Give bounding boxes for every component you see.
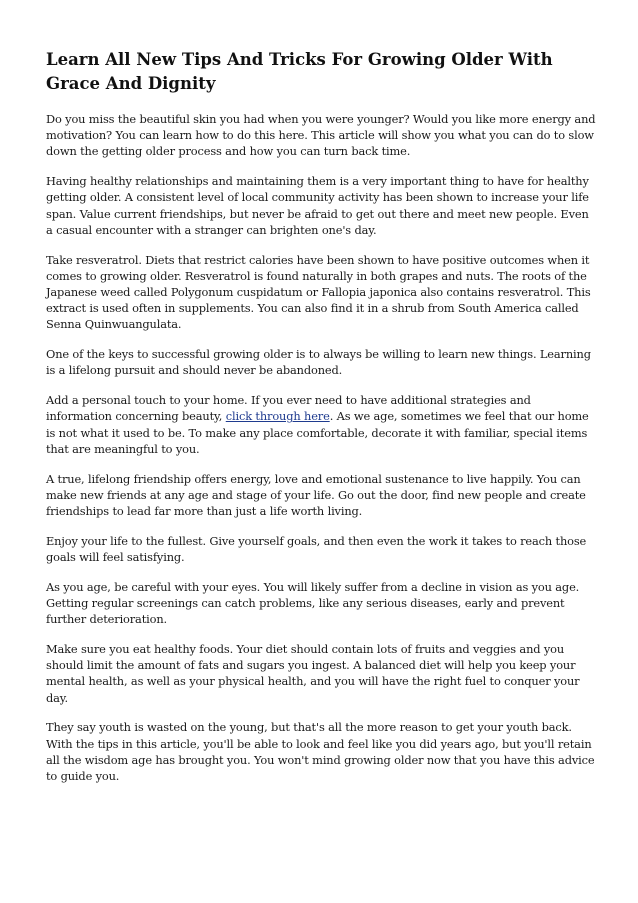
- paragraph-enjoy-life: Enjoy your life to the fullest. Give yourself goals, and then even the work it takes to reach those goals will feel satisfying.: [46, 533, 587, 565]
- paragraph-learning: One of the keys to successful growing older is to always be willing to learn new things. Learning is a lifelong pursuit and should never be abandoned.: [46, 347, 591, 378]
- paragraph-friendship: A true, lifelong friendship offers energy, love and emotional sustenance to live happily. You can make new friends at any age and stage of your life. Go out the door, find new people and create friendships to lead far more than just a life worth living.: [46, 471, 586, 519]
- paragraph-home-before: Add a personal touch to your home. If you ever need to have additional strategies and information concerning beauty,: [46, 393, 531, 424]
- paragraph-healthy-foods: Make sure you eat healthy foods. Your diet should contain lots of fruits and veggies and you should limit the amount of fats and sugars you ingest. A balanced diet will help you keep your mental health, as well as your physical health, and you will have the right fuel to conquer your day.: [46, 642, 580, 705]
- paragraph-eyes: As you age, be careful with your eyes. You will likely suffer from a decline in vision as you age. Getting regular screenings can catch problems, like any serious diseases, early and prevent further deterioration.: [46, 579, 580, 627]
- paragraph-intro: Do you miss the beautiful skin you had when you were younger? Would you like more energy and motivation? You can learn how to do this here. This article will show you what you can do to slow down the getting older process and how you can turn back time.: [46, 112, 596, 159]
- paragraph-relationships: Having healthy relationships and maintaining them is a very important thing to have for healthy getting older. A consistent level of local community activity has been shown to increase your life span. Value current friendships, but never be afraid to get out there and meet new people. Even a casual encounter with a stranger can brighten one's day.: [46, 174, 589, 237]
- click-through-link[interactable]: click through here: [225, 409, 330, 424]
- paragraph-home-after: . As we age, sometimes we feel that our home is not what it used to be. To make any place comfortable, decorate it with familiar, special items that are meaningful to you.: [46, 409, 589, 456]
- paragraph-resveratrol: Take resveratrol. Diets that restrict calories have been shown to have positive outcomes when it comes to growing older. Resveratrol is found naturally in both grapes and nuts. The roots of the Japanese weed called Polygonum cuspidatum or Fallopia japonica also contains resveratrol. This extract is used often in supplements. You can also find it in a shrub from South America called Senna Quinwuangulata.: [46, 252, 591, 332]
- document-page: [46, 48, 598, 798]
- paragraph-conclusion: They say youth is wasted on the young, but that's all the more reason to get your youth back. With the tips in this article, you'll be able to look and feel like you did years ago, but you'll retain all the wisdom age has brought you. You won't mind growing older now that you have this advice to guide you.: [46, 720, 595, 784]
- paragraph-home: [46, 392, 598, 457]
- page-title: Learn All New Tips And Tricks For Growing Older With Grace And Dignity: [46, 50, 553, 93]
